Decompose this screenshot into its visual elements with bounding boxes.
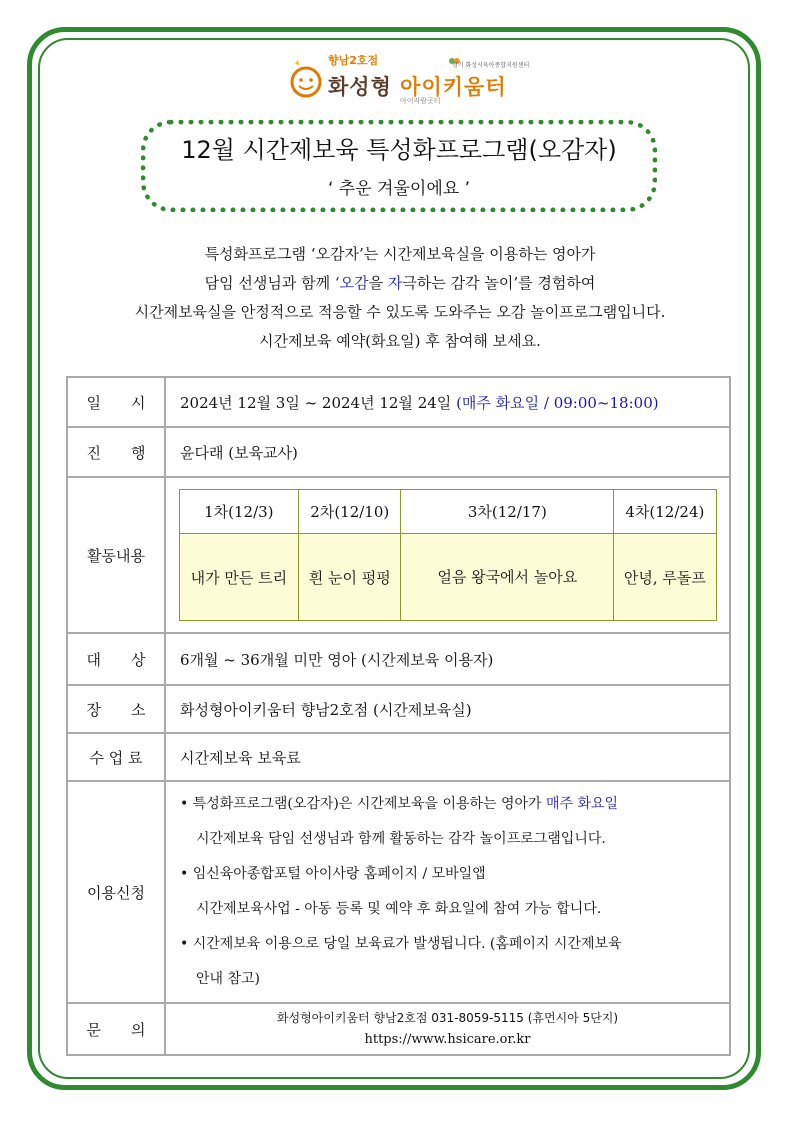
row-activity [67,477,730,633]
lead-value: 윤다래 (보육교사) [165,427,730,477]
apply-item-3: • 시간제보육 이용으로 당일 보육료가 발생됩니다. (홈페이지 시간제보육 [180,936,622,952]
contact-url[interactable]: https://www.hsicare.or.kr [364,1032,531,1047]
page-subtitle: ‘ 추운 겨울이에요 ’ [328,179,470,199]
activity-round: 3차(12/17) [401,490,614,534]
fee-value: 시간제보육 보육료 [165,733,730,781]
row-target [67,633,730,685]
apply-item-1: • 특성화프로그램(오감자)은 시간제보육을 이용하는 영아가 매주 화요일 [180,796,619,812]
activity-table [179,489,717,621]
activity-label: 활동내용 [67,477,165,633]
info-table [66,376,731,1056]
activity-title: 내가 만든 트리 [179,534,299,621]
row-fee [67,733,730,781]
fee-label: 수 업 료 [67,733,165,781]
date-label: 일 시 [67,377,165,427]
activity-head-row [179,490,716,534]
intro-line-3: 시간제보육실을 안정적으로 적응할 수 있도록 도와주는 오감 놀이프로그램입니다. [134,303,666,321]
activity-round: 1차(12/3) [179,490,299,534]
activity-title: 얼음 왕국에서 놀아요 [401,534,614,621]
logo-tagline: 아이자람곳터 [400,97,441,105]
contact-info: 화성형아이키움터 향남2호점 031-8059-5115 (휴먼시아 5단지) [276,1011,619,1025]
activity-round: 2차(12/10) [299,490,401,534]
activity-title: 흰 눈이 펑펑 [299,534,401,621]
place-value: 화성형아이키움터 향남2호점 (시간제보육실) [165,685,730,733]
date-value: 2024년 12월 3일 ~ 2024년 12월 24일 (매주 화요일 / 09:00~18:00) [165,377,730,427]
activity-body-row [179,534,716,621]
activity-title: 안녕, 루돌프 [614,534,716,621]
activity-round: 4차(12/24) [614,490,716,534]
row-apply [67,781,730,1003]
lead-label: 진 행 [67,427,165,477]
row-contact [67,1003,730,1055]
apply-item-3-cont: 안내 참고) [196,971,261,987]
logo-branch: 향남2호점 [328,54,379,67]
place-label: 장 소 [67,685,165,733]
target-value: 6개월 ~ 36개월 미만 영아 (시간제보육 이용자) [165,633,730,685]
target-label: 대 상 [67,633,165,685]
page-title: 12월 시간제보육 특성화프로그램(오감자) [181,136,617,164]
intro-line-1: 특성화프로그램 ‘오감자’는 시간제보육실을 이용하는 영아가 [204,245,596,263]
apply-item-2: • 임신육아종합포털 아이사랑 홈페이지 / 모바일앱 [180,866,486,882]
apply-list [180,787,715,997]
activity-cell [165,477,730,633]
apply-label: 이용신청 [67,781,165,1003]
logo-title: 화성형 아이키움터 [328,75,507,99]
intro-line-2: 담임 선생님과 함께 ‘오감을 자극하는 감각 놀이’를 경험하여 [204,274,596,292]
intro-text [60,240,740,356]
contact-value [165,1003,730,1055]
apply-item-2-cont: 시간제보육사업 - 아동 등록 및 예약 후 화요일에 참여 가능 합니다. [196,901,602,917]
apply-value [165,781,730,1003]
logo-org: 경기 화성시육아종합지원센터 [452,62,530,69]
row-place [67,685,730,733]
apply-item-1-cont: 시간제보육 담임 선생님과 함께 활동하는 감각 놀이프로그램입니다. [196,831,606,847]
row-date [67,377,730,427]
contact-label: 문 의 [67,1003,165,1055]
intro-line-4: 시간제보육 예약(화요일) 후 참여해 보세요. [259,332,541,350]
row-lead [67,427,730,477]
